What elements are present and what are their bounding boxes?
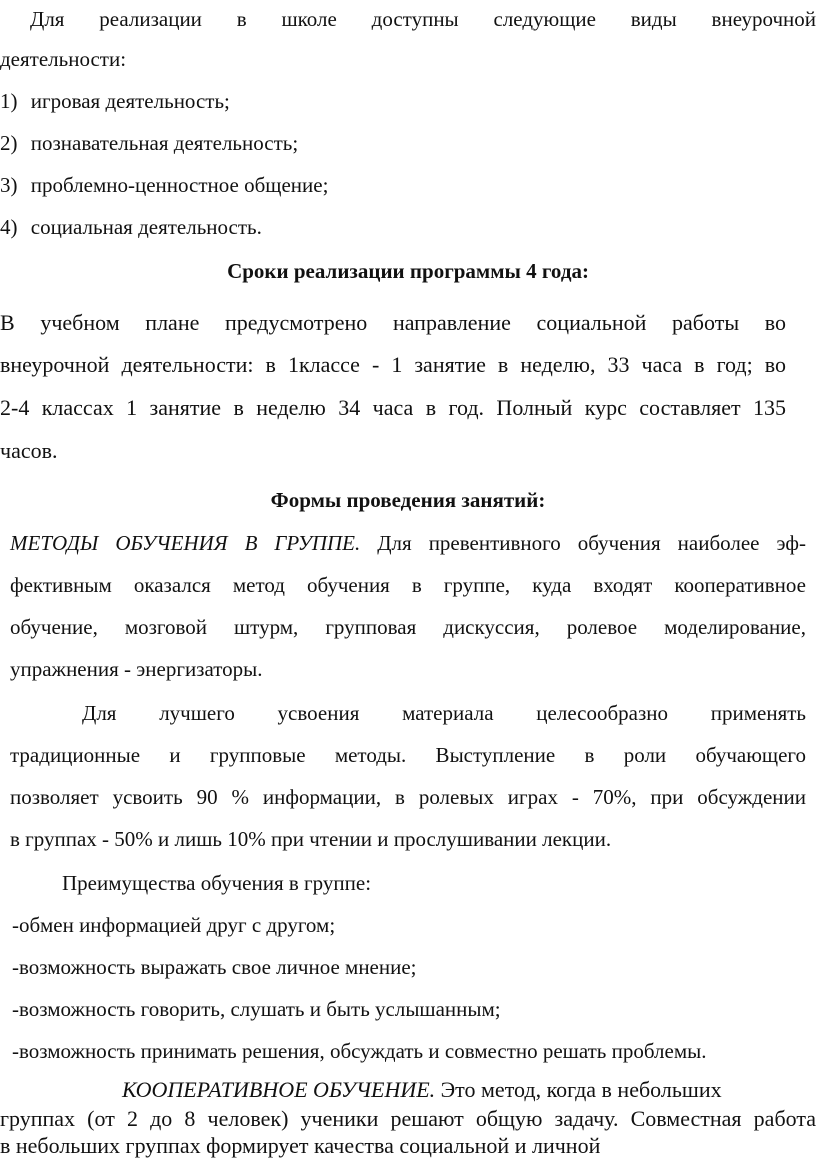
list-item: -возможность принимать решения, обсуждать и совместно решать проблемы. bbox=[12, 1039, 707, 1063]
list-item-text: проблемно-ценностное общение; bbox=[30, 173, 329, 197]
terms-line-1: В учебном плане предусмотрено направление социальной работы во bbox=[0, 310, 786, 335]
list-item: -возможность выражать свое личное мнение; bbox=[12, 955, 417, 979]
methods-title: МЕТОДЫ ОБУЧЕНИЯ В ГРУППЕ. bbox=[10, 531, 361, 555]
list-item bbox=[0, 88, 816, 114]
list-item bbox=[0, 172, 816, 198]
para2-line-3: позволяет усвоить 90 % информации, в ролевых играх - 70%, при обсуждении bbox=[10, 785, 806, 809]
list-item-text: социальная деятельность. bbox=[30, 215, 262, 239]
methods-line-4: упражнения - энергизаторы. bbox=[10, 657, 263, 681]
terms-heading: Сроки реализации программы 4 года: bbox=[227, 259, 589, 283]
methods-line-1-text: Для превентивного обучения наиболее эф- bbox=[360, 531, 806, 555]
cooperative-title: КООПЕРАТИВНОЕ ОБУЧЕНИЕ. bbox=[122, 1077, 436, 1102]
cooperative-line-2: группах (от 2 до 8 человек) ученики решают общую задачу. Совместная работа bbox=[0, 1106, 816, 1131]
list-item-text: познавательная деятельность; bbox=[30, 131, 299, 155]
list-item-number: 3) bbox=[0, 173, 18, 197]
para2-line-4: в группах - 50% и лишь 10% при чтении и прослушивании лекции. bbox=[10, 827, 612, 851]
cooperative-line-3: в небольших группах формирует качества социальной и личной bbox=[0, 1133, 601, 1158]
list-item bbox=[0, 130, 816, 156]
intro-line-1: Для реализации в школе доступны следующие виды внеурочной bbox=[30, 7, 816, 31]
terms-line-2: внеурочной деятельности: в 1классе - 1 занятие в неделю, 33 часа в год; во bbox=[0, 352, 786, 377]
list-item-number: 1) bbox=[0, 89, 18, 113]
cooperative-line-1-text: Это метод, когда в небольших bbox=[435, 1077, 722, 1102]
methods-line-3: обучение, мозговой штурм, групповая дискуссия, ролевое моделирование, bbox=[10, 615, 806, 639]
list-item: -обмен информацией друг с другом; bbox=[12, 913, 336, 937]
list-item-number: 2) bbox=[0, 131, 18, 155]
list-item: -возможность говорить, слушать и быть услышанным; bbox=[12, 997, 501, 1021]
para2-line-2: традиционные и групповые методы. Выступление в роли обучающего bbox=[10, 743, 806, 767]
methods-line-1 bbox=[10, 530, 806, 556]
advantages-title: Преимущества обучения в группе: bbox=[62, 871, 372, 895]
cooperative-line-1 bbox=[122, 1077, 816, 1103]
intro-line-2: деятельности: bbox=[0, 47, 127, 71]
list-item-text: игровая деятельность; bbox=[30, 89, 230, 113]
para2-line-1: Для лучшего усвоения материала целесообразно применять bbox=[82, 701, 806, 725]
terms-line-3: 2-4 классах 1 занятие в неделю 34 часа в год. Полный курс составляет 135 bbox=[0, 395, 786, 420]
terms-line-4: часов. bbox=[0, 438, 58, 463]
forms-heading: Формы проведения занятий: bbox=[270, 488, 546, 512]
list-item-number: 4) bbox=[0, 215, 18, 239]
list-item bbox=[0, 214, 816, 240]
methods-line-2: фективным оказался метод обучения в группе, куда входят кооперативное bbox=[10, 573, 806, 597]
